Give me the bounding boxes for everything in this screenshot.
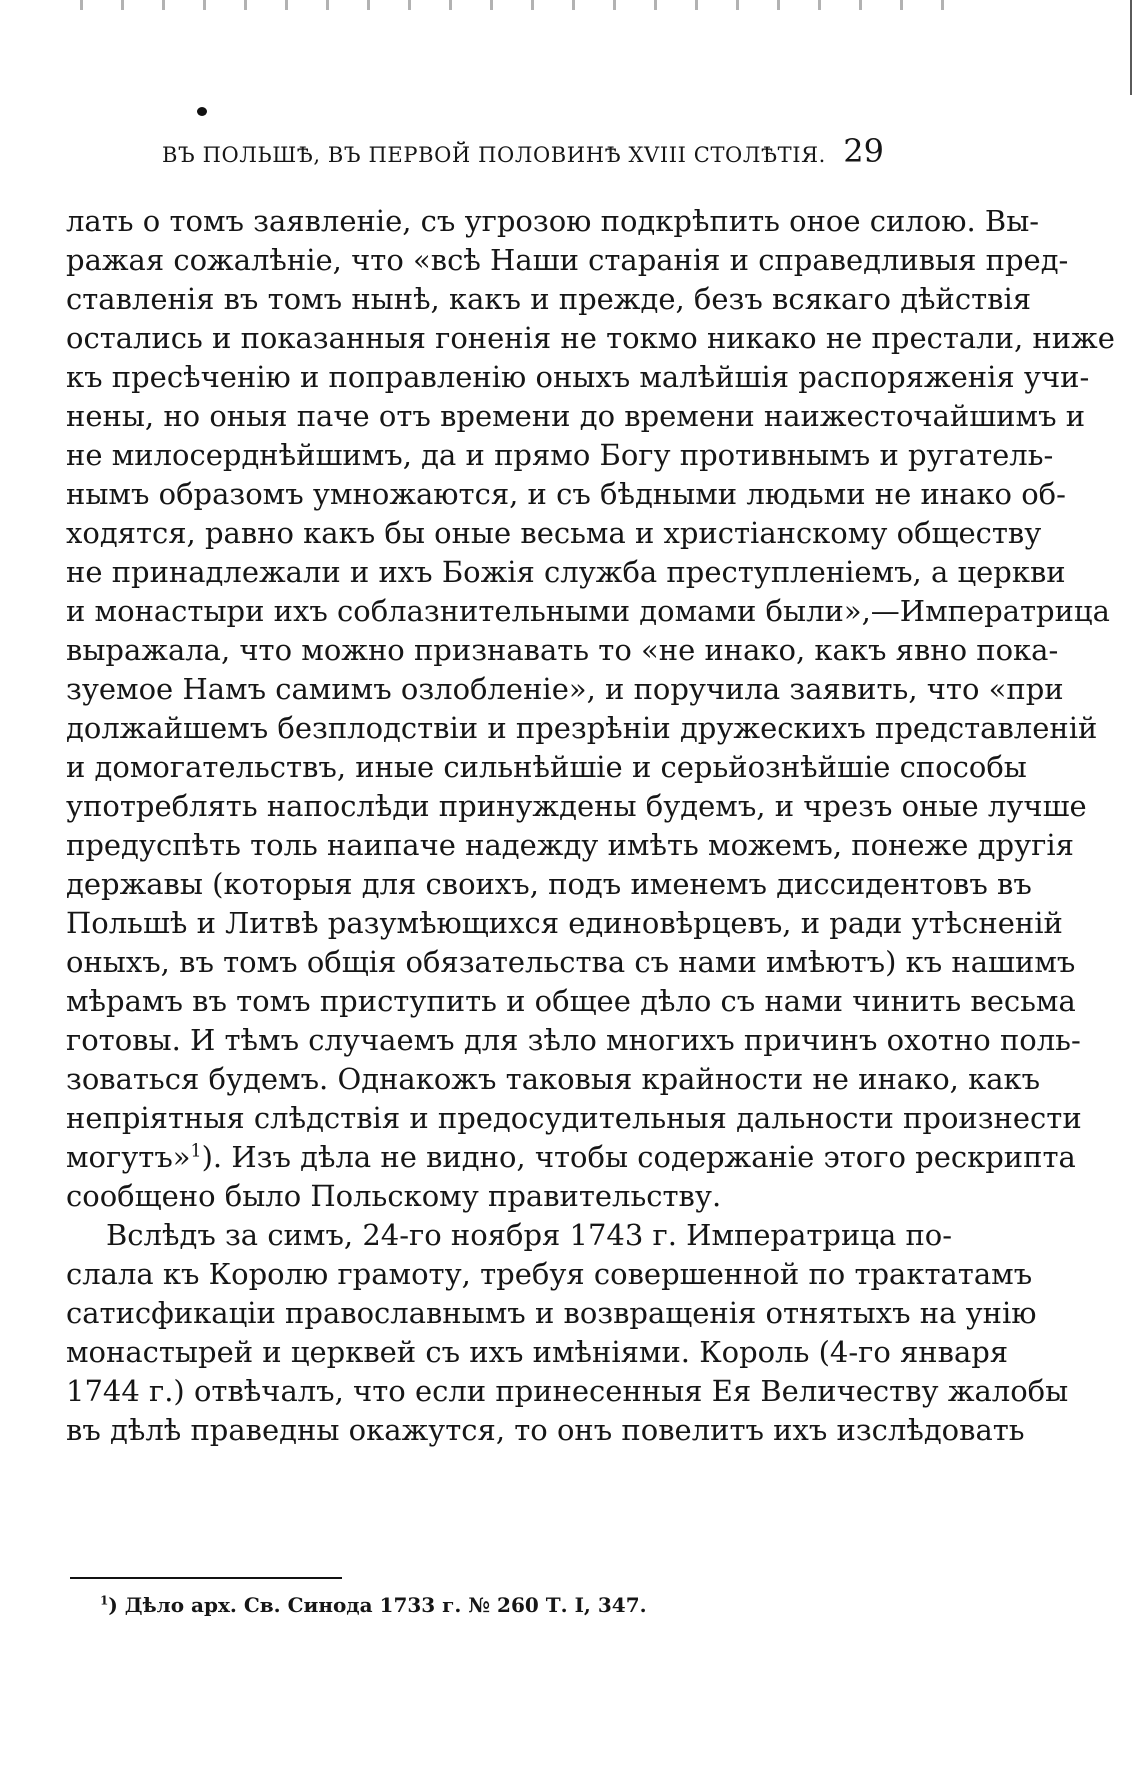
ink-dot-mark xyxy=(197,107,207,116)
text-line: нымъ образомъ умножаются, и съ бѣдными людьми не инако об- xyxy=(66,477,1066,511)
page-number: 29 xyxy=(843,132,884,170)
text-line: остались и показанныя гоненія не токмо никако не престали, ниже xyxy=(66,321,1115,355)
footnote-text: ) Дѣло арх. Св. Синода 1733 г. № 260 Т. I, 347. xyxy=(108,1593,647,1617)
text-segment: ). Изъ дѣла не видно, чтобы содержаніе этого рескрипта xyxy=(201,1140,1076,1174)
text-line: непріятныя слѣдствія и предосудительныя дальности произнести xyxy=(66,1101,1082,1135)
page-header xyxy=(162,130,884,182)
text-line: мѣрамъ въ томъ приступить и общее дѣло съ нами чинить весьма xyxy=(66,984,1076,1018)
scan-edge-artifact xyxy=(80,0,980,10)
text-line: лать о томъ заявленіе, съ угрозою подкрѣпить оное силою. Вы- xyxy=(66,204,1040,238)
text-line: монастырей и церквей съ ихъ имѣніями. Король (4-го января xyxy=(66,1335,1009,1369)
text-line: нены, но оныя паче отъ времени до времени наижесточайшимъ и xyxy=(66,399,1086,433)
footnote-divider xyxy=(70,1577,342,1579)
paragraph-start-line: Вслѣдъ за симъ, 24-го ноября 1743 г. Императрица по- xyxy=(106,1218,953,1252)
text-line: выражала, что можно признавать то «не инако, какъ явно пока- xyxy=(66,633,1059,667)
text-line: зуемое Намъ самимъ озлобленіе», и поручила заявить, что «при xyxy=(66,672,1064,706)
text-line: не милосерднѣйшимъ, да и прямо Богу противнымъ и ругатель- xyxy=(66,438,1054,472)
text-line: Польшѣ и Литвѣ разумѣющихся единовѣрцевъ, и ради утѣсненій xyxy=(66,906,1063,940)
body-text xyxy=(66,202,1115,1552)
text-line: ходятся, равно какъ бы оные весьма и христіанскому обществу xyxy=(66,516,1042,550)
text-line: должайшемъ безплодствіи и презрѣніи дружескихъ представленій xyxy=(66,711,1098,745)
text-line: ставленія въ томъ нынѣ, какъ и прежде, безъ всякаго дѣйствія xyxy=(66,282,1032,316)
text-line: слала къ Королю грамоту, требуя совершенной по трактатамъ xyxy=(66,1257,1033,1291)
text-line: въ дѣлѣ праведны окажутся, то онъ повелитъ ихъ изслѣдовать xyxy=(66,1413,1025,1447)
text-line: къ пресѣченію и поправленію оныхъ малѣйшія распоряженія учи- xyxy=(66,360,1090,394)
text-line: ражая сожалѣніе, что «всѣ Наши старанія и справедливыя пред- xyxy=(66,243,1069,277)
text-line: и домогательствъ, иные сильнѣйшіе и серьйознѣйшіе способы xyxy=(66,750,1027,784)
text-line: не принадлежали и ихъ Божія служба преступленіемъ, а церкви xyxy=(66,555,1066,589)
text-line: державы (которыя для своихъ, подъ именемъ диссидентовъ въ xyxy=(66,867,1032,901)
running-head: ВЪ ПОЛЬШѢ, ВЪ ПЕРВОЙ ПОЛОВИНѢ XVIII СТОЛѢТІЯ. xyxy=(162,143,826,167)
text-line-with-footnote-ref xyxy=(66,1138,1076,1177)
text-line: сатисфикаціи православнымъ и возвращенія отнятыхъ на унію xyxy=(66,1296,1037,1330)
text-line: зоваться будемъ. Однакожъ таковыя крайности не инако, какъ xyxy=(66,1062,1041,1096)
text-line: и монастыри ихъ соблазнительными домами были»,—Императрица xyxy=(66,594,1110,628)
text-line: оныхъ, въ томъ общія обязательства съ нами имѣютъ) къ нашимъ xyxy=(66,945,1076,979)
text-line: предуспѣть толь наипаче надежду имѣть можемъ, понеже другія xyxy=(66,828,1074,862)
footnote-ref-mark: 1 xyxy=(190,1141,202,1162)
text-line: готовы. И тѣмъ случаемъ для зѣло многихъ причинъ охотно поль- xyxy=(66,1023,1081,1057)
scan-edge-line xyxy=(1130,0,1132,95)
footnote xyxy=(100,1593,647,1617)
footnote-mark: 1 xyxy=(100,1593,109,1608)
paragraph-end-line: сообщено было Польскому правительству. xyxy=(66,1179,722,1213)
text-line: употреблять напослѣди принуждены будемъ, и чрезъ оные лучше xyxy=(66,789,1087,823)
text-segment: могутъ» xyxy=(66,1140,191,1174)
text-line: 1744 г.) отвѣчалъ, что если принесенныя Ея Величеству жалобы xyxy=(66,1374,1069,1408)
